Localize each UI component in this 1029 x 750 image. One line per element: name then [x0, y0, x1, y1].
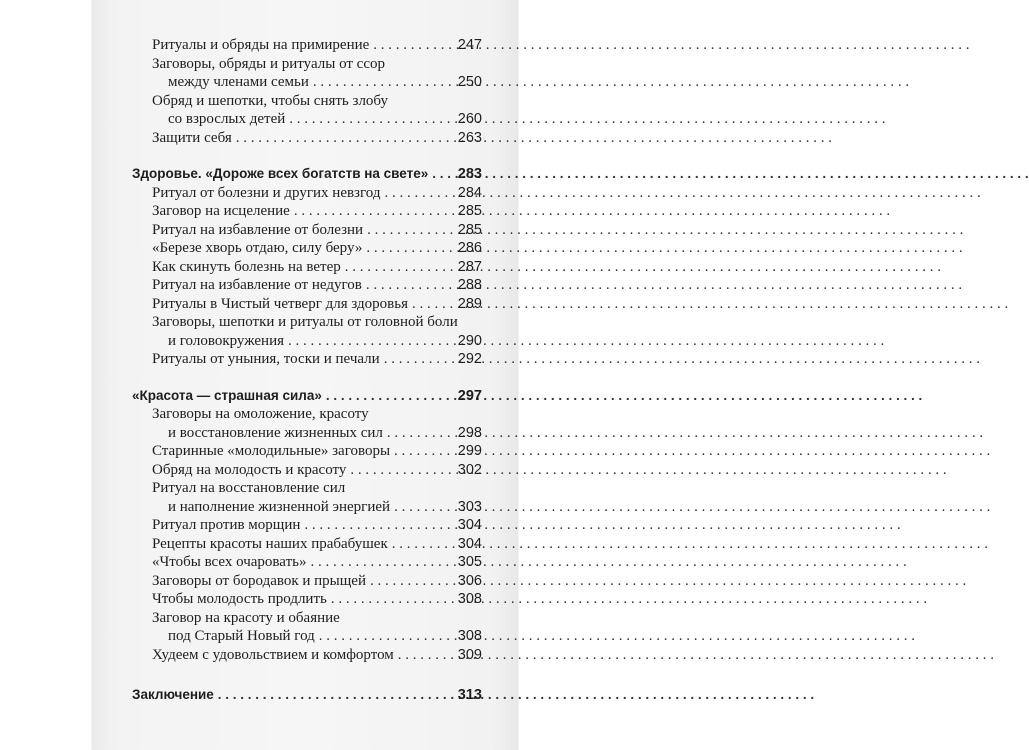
entry-title-line2: под Старый Новый год: [168, 628, 315, 644]
dot-leader: [387, 424, 454, 443]
toc-entry: [132, 92, 482, 129]
entry-title: «Березе хворь отдаю, силу беру»: [152, 240, 363, 256]
entry-continuation: [132, 424, 482, 443]
page-number: 287: [457, 258, 482, 275]
toc-entry: [132, 202, 482, 221]
toc-entry: [132, 646, 482, 665]
page-number: 299: [457, 443, 482, 459]
toc-group-health: [132, 184, 482, 369]
dot-leader: [370, 572, 454, 591]
dot-leader: [310, 553, 453, 572]
toc-section-conclusion: [132, 686, 482, 705]
toc-entry: [132, 461, 482, 480]
dot-leader: [432, 165, 454, 184]
entry-title: Ритуал от болезни и других невзгод: [152, 184, 381, 201]
book-page: [92, 0, 518, 750]
page-number: 308: [457, 591, 482, 607]
entry-title: Защити себя: [152, 129, 232, 146]
dot-leader: [236, 129, 454, 148]
page-number: 303: [457, 498, 482, 515]
page-number: 260: [457, 111, 482, 127]
toc-entry: [132, 55, 482, 92]
toc-entry: [132, 516, 482, 535]
dot-leader: [384, 350, 454, 369]
section-title: Заключение: [132, 687, 214, 702]
dot-leader: [294, 202, 454, 221]
entry-continuation: [132, 498, 482, 517]
page-number: 309: [457, 646, 482, 663]
entry-continuation: [132, 332, 482, 351]
toc-entry: [132, 479, 482, 516]
dot-leader: [288, 332, 454, 351]
page-number: 284: [457, 184, 482, 201]
toc-entry: [132, 221, 482, 240]
entry-title: Заговоры от бородавок и прыщей: [152, 572, 366, 589]
dot-leader: [304, 516, 453, 535]
dot-leader: [392, 535, 454, 554]
toc-entry: [132, 36, 482, 55]
entry-title-line1: Заговоры на омоложение, красоту: [152, 406, 369, 422]
entry-title-line1: Ритуал на восстановление сил: [152, 480, 346, 496]
toc-entry: [132, 553, 482, 572]
dot-leader: [313, 73, 454, 92]
page-number: 250: [457, 74, 482, 90]
toc-entry: [132, 572, 482, 591]
toc-section-health: [132, 165, 482, 184]
page-number: 305: [457, 554, 482, 570]
page-number: 283: [457, 166, 482, 182]
dot-leader: [366, 276, 454, 295]
entry-title: Ритуалы и обряды на примирение: [152, 37, 370, 53]
toc-entry: [132, 129, 482, 148]
toc-entry: [132, 313, 482, 350]
toc-entry: [132, 590, 482, 609]
page-number: 285: [457, 203, 482, 219]
table-of-contents: [132, 36, 482, 705]
entry-title: Обряд на молодость и красоту: [152, 461, 347, 478]
dot-leader: [326, 387, 454, 406]
toc-entry: [132, 609, 482, 646]
page-number: 304: [457, 535, 482, 552]
toc-entry: [132, 258, 482, 277]
page-number: 290: [457, 332, 482, 349]
page-number: 289: [457, 295, 482, 312]
toc-entry: [132, 276, 482, 295]
toc-group-beauty: [132, 405, 482, 664]
entry-title: «Чтобы всех очаровать»: [152, 554, 307, 570]
dot-leader: [218, 686, 454, 705]
page-number: 313: [457, 687, 482, 703]
page-number: 292: [457, 351, 482, 367]
entry-continuation: [132, 627, 482, 646]
entry-title: Как скинуть болезнь на ветер: [152, 258, 341, 275]
dot-leader: [412, 295, 454, 314]
dot-leader: [289, 110, 454, 129]
entry-title: Ритуалы от уныния, тоски и печали: [152, 351, 380, 367]
entry-title-line2: между членами семьи: [168, 74, 309, 90]
entry-title: Чтобы молодость продлить: [152, 591, 327, 607]
page-number: 297: [457, 387, 482, 404]
toc-entry: [132, 535, 482, 554]
section-title: Здоровье. «Дороже всех богатств на свете»: [132, 166, 429, 181]
toc-entry: [132, 295, 482, 314]
dot-leader: [366, 239, 453, 258]
dot-leader: [398, 646, 454, 665]
dot-leader: [394, 498, 454, 517]
page-number: 308: [457, 628, 482, 644]
entry-title-line1: Заговор на красоту и обаяние: [152, 609, 340, 626]
entry-continuation: [132, 73, 482, 92]
dot-leader: [350, 461, 453, 480]
entry-title-line2: со взрослых детей: [168, 111, 286, 127]
entry-title: Старинные «молодильные» заговоры: [152, 443, 391, 459]
dot-leader: [319, 627, 454, 646]
dot-leader: [331, 590, 454, 609]
entry-title: Худеем с удовольствием и комфортом: [152, 646, 394, 663]
toc-entry: [132, 184, 482, 203]
page-number: 263: [457, 129, 482, 146]
page-number: 304: [457, 517, 482, 533]
dot-leader: [384, 184, 453, 203]
page-number: 298: [457, 424, 482, 441]
entry-title-line1: Заговоры, обряды и ритуалы от ссор: [152, 55, 385, 72]
section-title: «Красота — страшная сила»: [132, 387, 322, 403]
toc-section-beauty: [132, 387, 482, 406]
page-number: 286: [457, 240, 482, 256]
toc-group-relationships: [132, 36, 482, 147]
entry-title: Ритуал на избавление от недугов: [152, 277, 362, 293]
dot-leader: [367, 221, 454, 240]
page-number: 306: [457, 572, 482, 589]
entry-title: Заговор на исцеление: [152, 203, 290, 219]
dot-leader: [345, 258, 454, 277]
page-number: 302: [457, 461, 482, 478]
entry-title: Ритуал против морщин: [152, 517, 301, 533]
entry-continuation: [132, 110, 482, 129]
entry-title-line2: и головокружения: [168, 332, 284, 349]
toc-entry: [132, 405, 482, 442]
entry-title: Ритуал на избавление от болезни: [152, 221, 364, 238]
entry-title-line2: и наполнение жизненной энергией: [168, 498, 391, 515]
toc-entry: [132, 442, 482, 461]
entry-title-line1: Заговоры, шепотки и ритуалы от головной боли: [152, 314, 458, 330]
entry-title-line1: Обряд и шепотки, чтобы снять злобу: [152, 92, 388, 109]
page-number: 247: [457, 37, 482, 53]
toc-entry: [132, 239, 482, 258]
page-number: 288: [457, 277, 482, 293]
dot-leader: [394, 442, 454, 461]
dot-leader: [373, 36, 454, 55]
entry-title: Рецепты красоты наших прабабушек: [152, 535, 388, 552]
page-number: 285: [457, 221, 482, 238]
toc-entry: [132, 350, 482, 369]
entry-title-line2: и восстановление жизненных сил: [168, 424, 383, 441]
entry-title: Ритуалы в Чистый четверг для здоровья: [152, 295, 408, 312]
